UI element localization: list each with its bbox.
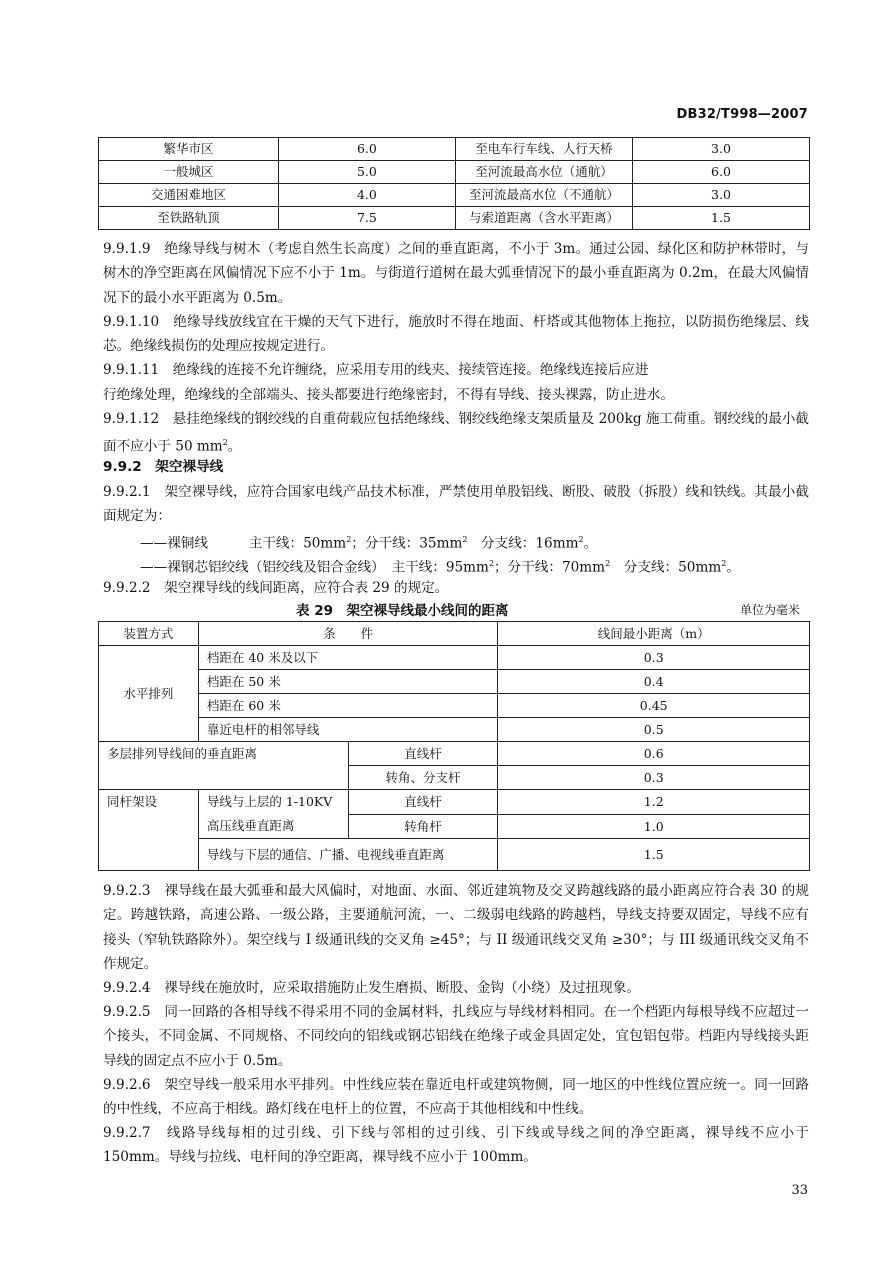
table-cell: 档距在 40 米及以下	[198, 646, 498, 670]
clause-9-9-1-10: 9.9.1.10 绝缘导线放线宜在干燥的天气下进行，施放时不得在地面、杆塔或其他物体上拖拉，以防损伤绝缘层、线芯。绝缘线损伤的处理应按规定进行。	[103, 314, 809, 355]
table-cell: 6.0	[632, 161, 809, 184]
table-row	[99, 718, 810, 742]
page-number: 33	[791, 1183, 808, 1198]
same-pole-upper-label	[198, 790, 348, 839]
table-cell: 至铁路轨顶	[99, 207, 279, 230]
clause-9-9-1-12	[103, 407, 809, 459]
list-text: ——裸铜线 主干线：50mm	[140, 535, 347, 552]
superscript: 2	[488, 559, 495, 568]
clause-9-9-1-11-line2: 行绝缘处理，绝缘线的全部端头、接头都要进行绝缘密封，不得有导线、接头裸露，防止进水。	[103, 387, 674, 403]
table-row	[99, 646, 810, 670]
list-text: ——裸钢芯铝绞线（铝绞线及铝合金线） 主干线：95mm	[140, 559, 489, 576]
table-29	[98, 621, 810, 871]
table-cell: 6.0	[278, 138, 455, 161]
list-text: 。	[726, 559, 740, 576]
table-cell: 0.3	[498, 646, 810, 670]
superscript: 2	[605, 559, 611, 568]
table-cell: 5.0	[278, 161, 455, 184]
table-cell: 繁华市区	[99, 138, 279, 161]
clause-9-9-2-2: 9.9.2.2 架空裸导线的线间距离，应符合表 29 的规定。	[103, 580, 449, 596]
table-cell: 1.5	[632, 207, 809, 230]
cell-line: 导线与上层的 1-10KV	[206, 794, 333, 809]
table-cell: 转角杆	[348, 814, 498, 839]
table-cell: 7.5	[278, 207, 455, 230]
clause-9-9-2-4: 9.9.2.4 裸导线在施放时，应采取措施防止发生磨损、断股、金钩（小绕）及过扭现象。	[103, 980, 640, 996]
table-cell: 至电车行车线、人行天桥	[455, 138, 632, 161]
table-row	[99, 694, 810, 718]
table-header-row	[99, 622, 810, 646]
superscript: 2	[578, 535, 584, 544]
table-cell: 1.2	[498, 790, 810, 815]
same-pole-label: 同杆架设	[99, 790, 199, 871]
section-heading-9-9-2: 9.9.2 架空裸导线	[103, 459, 224, 475]
table-cell: 0.4	[498, 670, 810, 694]
table-cell: 3.0	[632, 184, 809, 207]
table-row	[99, 207, 810, 230]
superscript: 2	[721, 559, 727, 568]
table-cell: 1.5	[498, 839, 810, 871]
list-text: 。	[583, 535, 598, 552]
table-cell: 0.6	[498, 742, 810, 766]
list-text: ；分干线：70mm	[494, 559, 606, 576]
clause-9-9-2-3: 9.9.2.3 裸导线在最大弧垂和最大风偏时，对地面、水面、邻近建筑物及交叉跨越线路的最小距离应符合表 30 的规定。跨越铁路，高速公路、一级公路，主要通航河流，一、二级弱电线路的跨越档，导线支持要双固定，导线不应有接头（窄轨铁路除外）。架空线与 I 级通讯线的交叉角 ≥45°；与 II 级通讯线交叉角 ≥30°；与 III 级通讯线交叉角不作规定。	[103, 883, 809, 972]
table-cell: 0.3	[498, 766, 810, 790]
table-cell: 0.5	[498, 718, 810, 742]
clause-9-9-2-7: 9.9.2.7 线路导线每相的过引线、引下线与邻相的过引线、引下线或导线之间的净空距离，裸导线不应小于 150mm。导线与拉线、电杆间的净空距离，裸导线不应小于 100mm。	[103, 1125, 809, 1166]
table-row	[99, 161, 810, 184]
table-cell: 档距在 60 米	[198, 694, 498, 718]
table-row	[99, 839, 810, 871]
clause-9-9-2-5: 9.9.2.5 同一回路的各相导线不得采用不同的金属材料，扎线应与导线材料相同。在一个档距内每根导线不应超过一个接头，不同金属、不同规格、不同绞向的铝线或钢芯铝线在绝缘子或金具固定处，宜包铝包带。档距内导线接头距导线的固定点不应小于 0.5m。	[103, 1004, 809, 1069]
table-cell: 导线与下层的通信、广播、电视线垂直距离	[198, 839, 498, 871]
superscript: 2	[462, 535, 468, 544]
superscript: 2	[222, 438, 228, 448]
table-cell: 0.45	[498, 694, 810, 718]
header-condition: 条 件	[198, 622, 498, 646]
header-mode: 装置方式	[99, 622, 199, 646]
table-cell: 4.0	[278, 184, 455, 207]
clearance-table-top	[98, 137, 810, 230]
table-cell: 直线杆	[348, 790, 498, 815]
cell-line: 高压线垂直距离	[206, 818, 295, 833]
table-cell: 1.0	[498, 814, 810, 839]
clause-9-9-1-11-line1: 9.9.1.11 绝缘线的连接不允许缠绕，应采用专用的线夹、接续管连接。绝缘线连接后应进	[103, 362, 649, 378]
table-cell: 至河流最高水位（不通航）	[455, 184, 632, 207]
table-cell: 一般城区	[99, 161, 279, 184]
table-29-caption: 表 29 架空裸导线最小线间的距离	[296, 603, 509, 619]
table-cell: 靠近电杆的相邻导线	[198, 718, 498, 742]
list-text: 分支线：16mm	[467, 535, 579, 552]
multi-layer-label: 多层排列导线间的垂直距离	[99, 742, 349, 790]
clause-text: 9.9.1.12 悬挂绝缘线的钢绞线的自重荷载应包括绝缘线、钢绞线绝缘支架质量及 200kg 施工荷重。钢绞线的最小截面不应小于 50 mm	[103, 411, 809, 455]
table-cell: 直线杆	[348, 742, 498, 766]
table-cell: 交通困难地区	[99, 184, 279, 207]
clause-end: 。	[227, 438, 242, 455]
table-row	[99, 790, 810, 815]
table-29-unit: 单位为毫米	[739, 603, 800, 617]
table-cell: 与索道距离（含水平距离）	[455, 207, 632, 230]
table-row	[99, 670, 810, 694]
table-row	[99, 184, 810, 207]
list-text: ；分干线：35mm	[351, 535, 463, 552]
table-cell: 转角、分支杆	[348, 766, 498, 790]
clause-9-9-2-6: 9.9.2.6 架空导线一般采用水平排列。中性线应装在靠近电杆或建筑物侧，同一地区的中性线位置应统一。同一回路的中性线，不应高于相线。路灯线在电杆上的位置，不应高于其他相线和中性线。	[103, 1077, 809, 1118]
table-cell: 至河流最高水位（通航）	[455, 161, 632, 184]
document-code: DB32/T998—2007	[676, 107, 808, 122]
horizontal-label: 水平排列	[99, 646, 199, 742]
clause-9-9-1-9: 9.9.1.9 绝缘导线与树木（考虑自然生长高度）之间的垂直距离，不小于 3m。通过公园、绿化区和防护林带时，与树木的净空距离在风偏情况下应不小于 1m。与街道行道树在最大弧垂情况下的最小垂直距离为 0.2m，在最大风偏情况下的最小水平距离为 0.5m。	[103, 241, 809, 306]
header-distance: 线间最小距离（m）	[498, 622, 810, 646]
table-row	[99, 138, 810, 161]
clause-9-9-2-1: 9.9.2.1 架空裸导线，应符合国家电线产品技术标准，严禁使用单股铝线、断股、破股（拆股）线和铁线。其最小截面规定为：	[103, 484, 809, 525]
table-cell: 3.0	[632, 138, 809, 161]
superscript: 2	[346, 535, 352, 544]
table-cell: 档距在 50 米	[198, 670, 498, 694]
table-row	[99, 742, 810, 766]
list-text: 分支线：50mm	[610, 559, 722, 576]
